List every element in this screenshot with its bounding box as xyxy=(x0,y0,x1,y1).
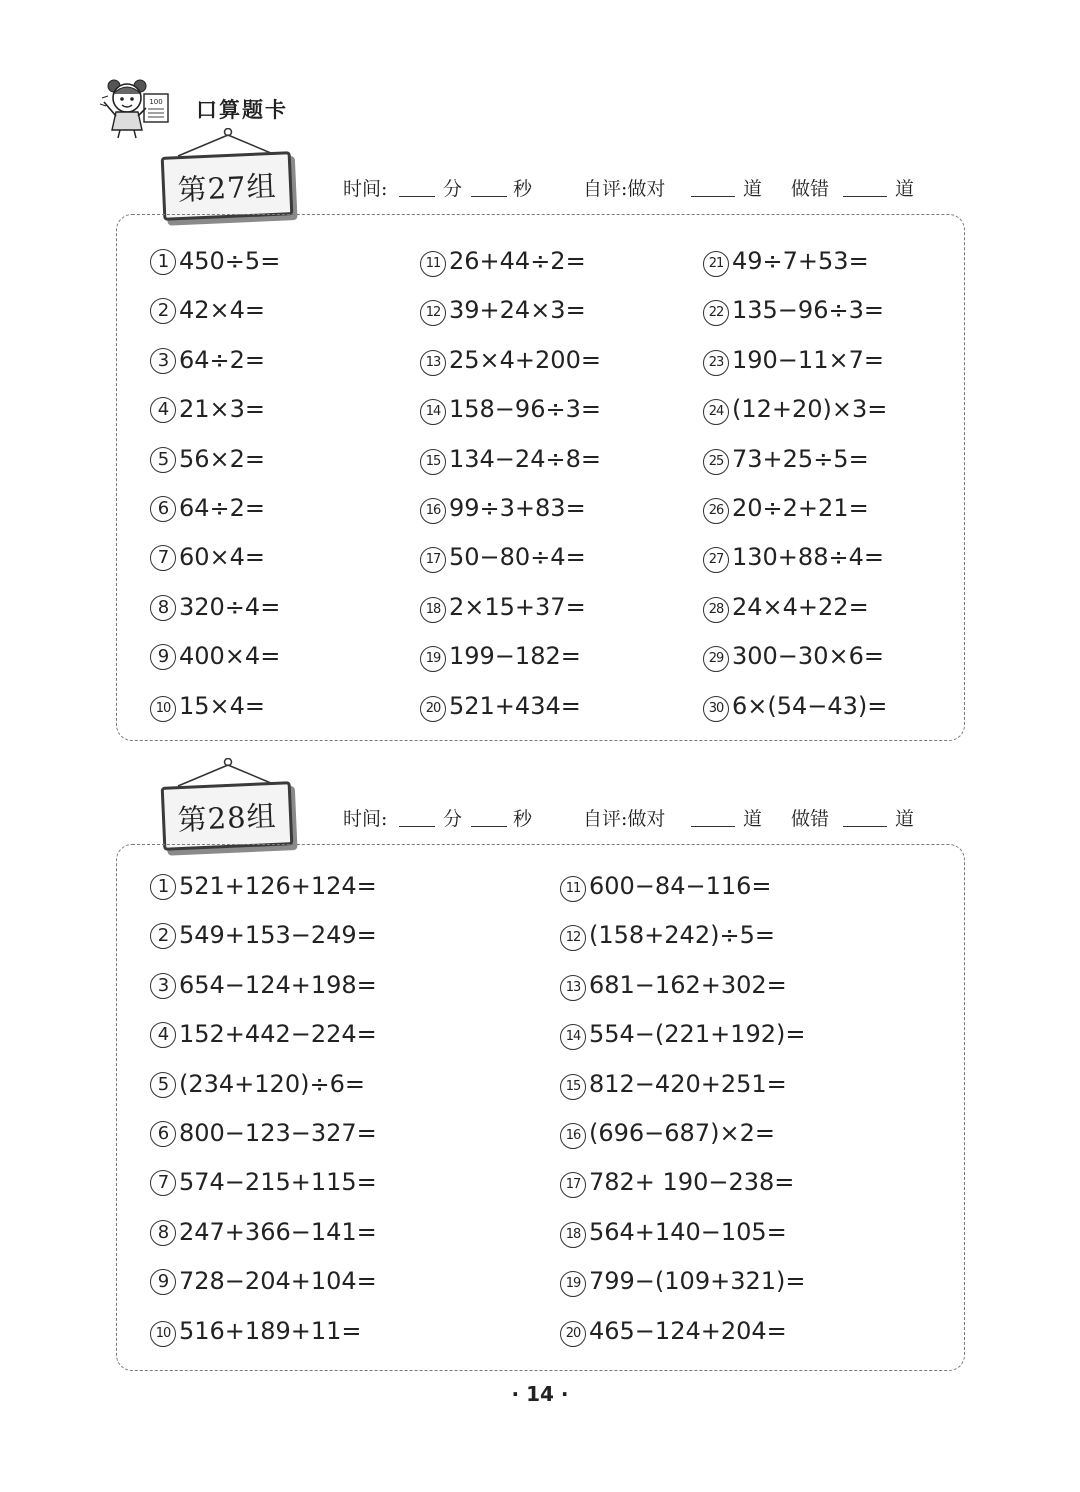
problem-number: 15 xyxy=(420,449,446,475)
problem-item xyxy=(560,1118,775,1148)
problem-number: 29 xyxy=(703,646,729,672)
problem-expression: 465−124+204= xyxy=(589,1316,787,1345)
self-eval-label: 自评:做对 xyxy=(583,178,666,200)
problem-expression: 554−(221+192)= xyxy=(589,1020,806,1049)
problem-number: 14 xyxy=(560,1024,586,1050)
second-label: 秒 xyxy=(513,178,533,200)
problem-expression: 42×4= xyxy=(179,296,266,325)
problem-item xyxy=(420,493,586,523)
correct-unit: 道 xyxy=(743,808,763,830)
correct-unit: 道 xyxy=(743,178,763,200)
problem-number: 25 xyxy=(703,449,729,475)
problem-number: 5 xyxy=(150,1072,176,1098)
problem-number: 18 xyxy=(420,597,446,623)
problem-item xyxy=(150,1167,377,1197)
wrong-count-blank[interactable] xyxy=(843,196,887,197)
problem-item xyxy=(560,920,775,950)
group-27-label xyxy=(162,150,294,214)
problem-expression: 782+ 190−238= xyxy=(589,1168,795,1197)
problem-number: 17 xyxy=(420,547,446,573)
problem-number: 27 xyxy=(703,547,729,573)
problem-expression: 800−123−327= xyxy=(179,1119,377,1147)
minutes-blank[interactable] xyxy=(399,196,435,197)
page-number: · 14 · xyxy=(511,1382,569,1406)
problem-number: 6 xyxy=(150,1121,176,1147)
time-label: 时间: xyxy=(343,808,388,830)
problem-item xyxy=(150,246,280,276)
problem-item xyxy=(703,592,869,622)
problem-number: 7 xyxy=(150,1170,176,1196)
problem-item xyxy=(420,394,601,424)
problem-number: 9 xyxy=(150,1269,176,1295)
problem-expression: 20÷2+21= xyxy=(732,494,869,522)
problem-item xyxy=(150,1069,365,1099)
correct-count-blank[interactable] xyxy=(691,826,735,827)
group-28-label xyxy=(162,780,294,844)
problem-number: 18 xyxy=(560,1222,586,1248)
problem-number: 10 xyxy=(150,1321,176,1347)
problem-item xyxy=(560,1266,805,1296)
problem-number: 30 xyxy=(703,696,729,722)
problem-item xyxy=(703,493,869,523)
problem-number: 13 xyxy=(420,350,446,376)
problem-expression: 574−215+115= xyxy=(179,1168,377,1197)
problem-item xyxy=(150,345,265,375)
problem-expression: (12+20)×3= xyxy=(732,395,888,424)
problem-number: 2 xyxy=(150,923,176,949)
problem-number: 19 xyxy=(420,646,446,672)
problem-number: 28 xyxy=(703,597,729,623)
problem-item xyxy=(150,394,265,424)
sheet-score: 100 xyxy=(149,98,163,106)
problem-number: 3 xyxy=(150,348,176,374)
group-27-stats xyxy=(343,174,943,204)
problem-item xyxy=(150,295,265,325)
problem-item xyxy=(420,444,601,474)
problem-expression: 549+153−249= xyxy=(179,921,377,950)
problem-item xyxy=(150,1217,377,1247)
problem-expression: (158+242)÷5= xyxy=(589,921,775,950)
problem-item xyxy=(703,641,884,671)
time-label: 时间: xyxy=(343,178,388,200)
problem-expression: (234+120)÷6= xyxy=(179,1069,365,1098)
problem-item xyxy=(420,246,586,276)
problem-number: 12 xyxy=(420,300,446,326)
problem-expression: 130+88÷4= xyxy=(732,543,884,572)
problem-expression: 56×2= xyxy=(179,444,266,473)
group-title: 第27组 xyxy=(176,168,278,207)
problem-number: 3 xyxy=(150,973,176,999)
problem-item xyxy=(560,1019,805,1049)
problem-number: 20 xyxy=(420,696,446,722)
wrong-unit: 道 xyxy=(895,178,915,200)
problem-item xyxy=(150,493,265,523)
problem-number: 17 xyxy=(560,1172,586,1198)
problem-expression: 521+126+124= xyxy=(179,872,377,900)
problem-number: 11 xyxy=(420,251,446,277)
problem-item xyxy=(150,691,265,721)
wrong-count-blank[interactable] xyxy=(843,826,887,827)
problem-item xyxy=(560,1316,787,1346)
problem-expression: 60×4= xyxy=(179,543,266,572)
group-28-stats xyxy=(343,804,943,834)
problem-expression: 728−204+104= xyxy=(179,1267,377,1296)
problem-number: 15 xyxy=(560,1074,586,1100)
problem-number: 11 xyxy=(560,876,586,902)
problem-number: 21 xyxy=(703,251,729,277)
problem-expression: 199−182= xyxy=(449,642,581,671)
problem-number: 13 xyxy=(560,975,586,1001)
problem-number: 12 xyxy=(560,925,586,951)
problem-expression: 39+24×3= xyxy=(449,296,586,325)
problem-item xyxy=(560,1167,794,1197)
problem-item xyxy=(150,871,377,901)
problem-expression: 64÷2= xyxy=(179,345,266,374)
problem-expression: 681−162+302= xyxy=(589,970,787,999)
problem-number: 8 xyxy=(150,1220,176,1246)
problem-number: 5 xyxy=(150,447,176,473)
problem-number: 14 xyxy=(420,399,446,425)
problem-item xyxy=(420,592,586,622)
problem-expression: 21×3= xyxy=(179,395,266,424)
problem-expression: 247+366−141= xyxy=(179,1217,377,1246)
problem-expression: 654−124+198= xyxy=(179,970,377,999)
group-title: 第28组 xyxy=(176,798,278,837)
problem-expression: 26+44÷2= xyxy=(449,247,586,275)
problem-number: 10 xyxy=(150,696,176,722)
problem-item xyxy=(150,970,377,1000)
problem-item xyxy=(560,1217,787,1247)
wrong-label: 做错 xyxy=(791,178,830,200)
problem-expression: 99÷3+83= xyxy=(449,494,586,522)
problem-number: 4 xyxy=(150,1022,176,1048)
wrong-label: 做错 xyxy=(791,808,830,830)
problem-item xyxy=(703,394,887,424)
seconds-blank[interactable] xyxy=(471,826,507,827)
problem-item xyxy=(420,345,601,375)
problem-number: 8 xyxy=(150,595,176,621)
problem-number: 9 xyxy=(150,644,176,670)
problem-expression: 15×4= xyxy=(179,691,266,720)
problem-item xyxy=(703,444,869,474)
problem-item xyxy=(420,641,581,671)
problem-number: 16 xyxy=(560,1123,586,1149)
problem-number: 22 xyxy=(703,300,729,326)
problem-expression: 64÷2= xyxy=(179,494,266,522)
problem-number: 6 xyxy=(150,496,176,522)
problem-number: 1 xyxy=(150,249,176,275)
problem-expression: 135−96÷3= xyxy=(732,296,884,325)
problem-number: 20 xyxy=(560,1321,586,1347)
problem-expression: 190−11×7= xyxy=(732,345,884,374)
problem-item xyxy=(703,345,884,375)
problem-number: 24 xyxy=(703,399,729,425)
problem-expression: 799−(109+321)= xyxy=(589,1267,806,1296)
problem-expression: 73+25÷5= xyxy=(732,444,869,473)
problem-item xyxy=(420,295,586,325)
problem-expression: 24×4+22= xyxy=(732,592,869,621)
problem-expression: 49÷7+53= xyxy=(732,247,869,275)
problem-expression: 521+434= xyxy=(449,691,581,720)
problem-item xyxy=(150,1316,361,1346)
problem-number: 19 xyxy=(560,1271,586,1297)
problem-number: 1 xyxy=(150,874,176,900)
problem-expression: 152+442−224= xyxy=(179,1020,377,1049)
problem-expression: 564+140−105= xyxy=(589,1217,787,1246)
problem-expression: (696−687)×2= xyxy=(589,1119,775,1147)
second-label: 秒 xyxy=(513,808,533,830)
problem-expression: 450÷5= xyxy=(179,247,281,275)
problem-item xyxy=(703,295,884,325)
problem-item xyxy=(150,444,265,474)
self-eval-label: 自评:做对 xyxy=(583,808,666,830)
problem-item xyxy=(560,970,787,1000)
problem-expression: 6×(54−43)= xyxy=(732,691,888,720)
problem-expression: 158−96÷3= xyxy=(449,395,601,424)
problem-expression: 134−24÷8= xyxy=(449,444,601,473)
problem-number: 2 xyxy=(150,298,176,324)
problem-expression: 25×4+200= xyxy=(449,345,601,374)
problem-item xyxy=(420,542,586,572)
problem-expression: 516+189+11= xyxy=(179,1316,362,1345)
problem-item xyxy=(703,542,884,572)
problem-expression: 50−80÷4= xyxy=(449,543,586,572)
page-title: 口算题卡 xyxy=(196,98,288,122)
problem-number: 4 xyxy=(150,397,176,423)
problem-expression: 300−30×6= xyxy=(732,642,884,671)
problem-number: 16 xyxy=(420,498,446,524)
problem-item xyxy=(150,1019,377,1049)
problem-item xyxy=(150,542,265,572)
problem-expression: 320÷4= xyxy=(179,592,281,621)
minutes-blank[interactable] xyxy=(399,826,435,827)
problem-item xyxy=(150,1266,377,1296)
problem-number: 23 xyxy=(703,350,729,376)
problem-number: 26 xyxy=(703,498,729,524)
problem-number: 7 xyxy=(150,545,176,571)
problem-item xyxy=(420,691,581,721)
problem-item xyxy=(150,920,377,950)
problem-item xyxy=(560,1069,787,1099)
problem-item xyxy=(150,592,280,622)
problem-item xyxy=(560,871,771,901)
problem-item xyxy=(703,246,869,276)
problem-expression: 400×4= xyxy=(179,642,281,671)
seconds-blank[interactable] xyxy=(471,196,507,197)
wrong-unit: 道 xyxy=(895,808,915,830)
minute-label: 分 xyxy=(443,808,463,830)
problem-expression: 2×15+37= xyxy=(449,592,586,621)
problem-item xyxy=(703,691,887,721)
problem-expression: 600−84−116= xyxy=(589,872,772,900)
problem-item xyxy=(150,641,280,671)
problem-expression: 812−420+251= xyxy=(589,1069,787,1098)
minute-label: 分 xyxy=(443,178,463,200)
problem-item xyxy=(150,1118,377,1148)
correct-count-blank[interactable] xyxy=(691,196,735,197)
